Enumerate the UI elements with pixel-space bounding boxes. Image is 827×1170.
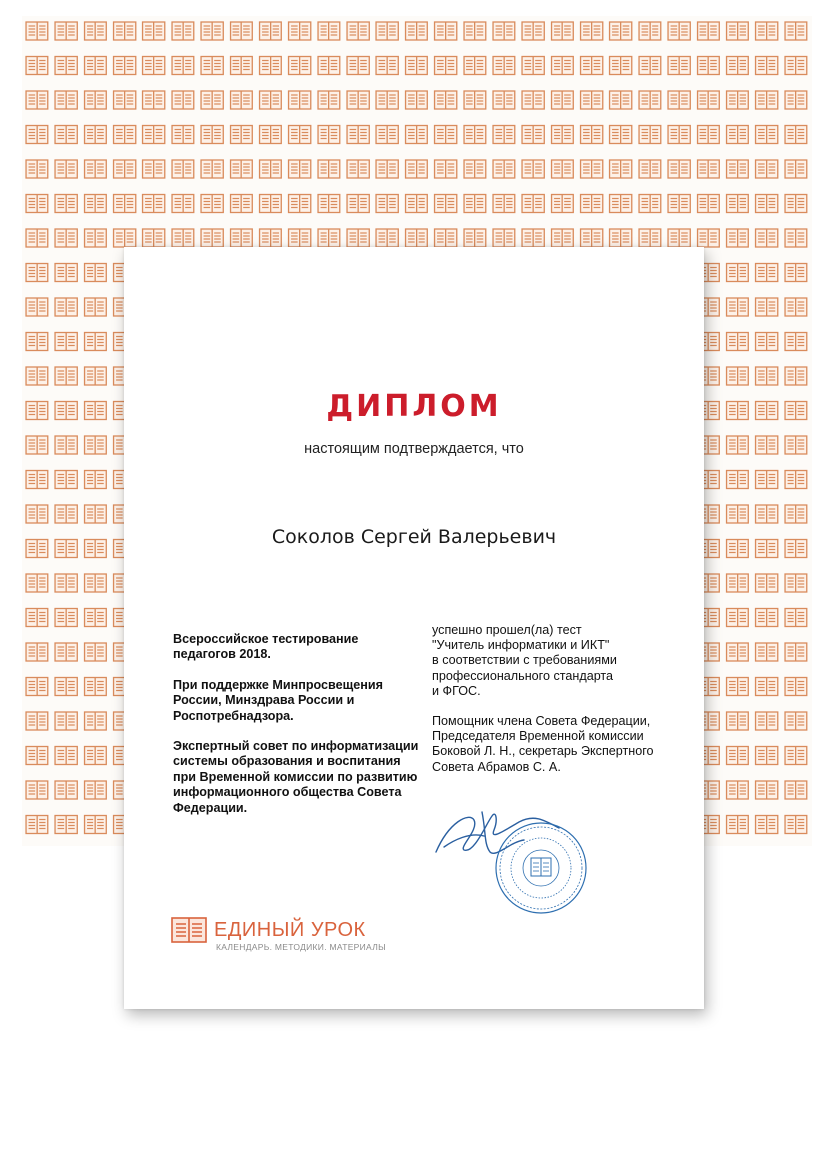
logo-name: ЕДИНЫЙ УРОК xyxy=(214,919,366,941)
stamp xyxy=(496,823,586,913)
signature-and-stamp xyxy=(424,802,604,922)
signer-line: Совета Абрамов С. А. xyxy=(432,759,561,774)
book-logo-icon xyxy=(171,917,207,943)
signer-text xyxy=(432,714,677,775)
signer-line: Помощник члена Совета Федерации, xyxy=(432,714,651,729)
expert-council-text: Экспертный совет по информатизации системы образования и воспитания при Временной комиссии по развитию информационного общества Совета Федерации. xyxy=(173,739,419,815)
result-line: и ФГОС. xyxy=(432,683,481,698)
result-line: "Учитель информатики и ИКТ" xyxy=(432,638,610,653)
diploma-card xyxy=(124,247,704,1009)
result-text xyxy=(432,623,677,699)
result-line: в соответствии с требованиями xyxy=(432,653,617,668)
left-column xyxy=(173,632,423,831)
recipient-name: Соколов Сергей Валерьевич xyxy=(271,526,557,548)
test-event-text: Всероссийское тестирование педагогов 2018. xyxy=(173,632,359,662)
support-text: При поддержке Минпросвещения России, Минздрава России и Роспотребнадзора. xyxy=(173,677,383,723)
signature xyxy=(436,812,559,853)
result-line: успешно прошел(ла) тест xyxy=(432,623,582,637)
result-line: профессионального стандарта xyxy=(432,668,614,683)
right-column xyxy=(432,623,677,790)
signer-line: Председателя Временной комиссии xyxy=(432,729,644,744)
logo-tagline: КАЛЕНДАРЬ. МЕТОДИКИ. МАТЕРИАЛЫ xyxy=(216,942,386,952)
signer-line: Боковой Л. Н., секретарь Экспертного xyxy=(432,744,654,759)
diploma-subtitle: настоящим подтверждается, что xyxy=(304,441,524,457)
diploma-title: ДИПЛОМ xyxy=(326,389,502,424)
